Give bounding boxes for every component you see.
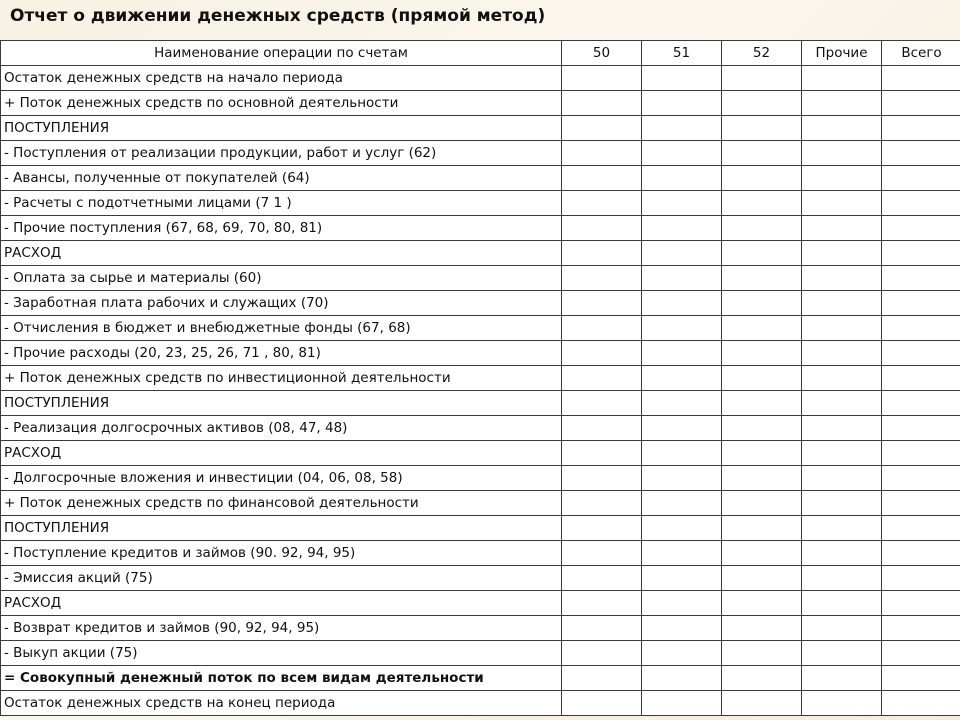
table-row [1,66,960,91]
value-cell [642,566,722,591]
value-cell [642,166,722,191]
value-cell [562,391,642,416]
table-row [1,666,960,691]
row-label: Остаток денежных средств на начало периода [1,66,562,91]
value-cell [882,216,960,241]
row-label: - Поступления от реализации продукции, работ и услуг (62) [1,141,562,166]
row-label: - Реализация долгосрочных активов (08, 47, 48) [1,416,562,441]
value-cell [642,541,722,566]
table-row [1,491,960,516]
value-cell [722,491,802,516]
value-cell [882,241,960,266]
value-cell [882,191,960,216]
row-label: - Авансы, полученные от покупателей (64) [1,166,562,191]
value-cell [882,116,960,141]
table-row [1,341,960,366]
value-cell [802,216,882,241]
value-cell [642,416,722,441]
value-cell [882,91,960,116]
value-cell [882,591,960,616]
value-cell [882,341,960,366]
table-row [1,591,960,616]
value-cell [802,641,882,666]
column-header-52: 52 [722,41,802,66]
value-cell [802,416,882,441]
column-header-operation: Наименование операции по счетам [1,41,562,66]
row-label: - Расчеты с подотчетными лицами (7 1 ) [1,191,562,216]
row-label: - Отчисления в бюджет и внебюджетные фонды (67, 68) [1,316,562,341]
value-cell [722,441,802,466]
value-cell [882,316,960,341]
table-row [1,166,960,191]
value-cell [642,366,722,391]
value-cell [722,291,802,316]
table-row [1,441,960,466]
table-row [1,241,960,266]
value-cell [642,241,722,266]
value-cell [802,466,882,491]
value-cell [722,691,802,716]
value-cell [642,466,722,491]
value-cell [722,416,802,441]
column-header-total: Всего [882,41,960,66]
table-row [1,291,960,316]
value-cell [562,191,642,216]
value-cell [562,91,642,116]
table-row [1,266,960,291]
value-cell [642,616,722,641]
value-cell [722,341,802,366]
row-label: - Заработная плата рабочих и служащих (70) [1,291,562,316]
value-cell [882,641,960,666]
value-cell [882,166,960,191]
value-cell [642,141,722,166]
value-cell [642,91,722,116]
value-cell [802,91,882,116]
table-body [1,66,960,716]
table-row [1,316,960,341]
row-label: + Поток денежных средств по основной деятельности [1,91,562,116]
value-cell [562,441,642,466]
table-row [1,116,960,141]
cash-flow-table [0,40,960,716]
value-cell [722,91,802,116]
value-cell [642,266,722,291]
row-label: РАСХОД [1,241,562,266]
value-cell [562,241,642,266]
row-label: РАСХОД [1,591,562,616]
value-cell [562,616,642,641]
value-cell [642,341,722,366]
value-cell [722,566,802,591]
value-cell [562,291,642,316]
value-cell [562,166,642,191]
table-row [1,566,960,591]
value-cell [562,591,642,616]
value-cell [882,666,960,691]
value-cell [562,66,642,91]
column-header-other: Прочие [802,41,882,66]
value-cell [802,516,882,541]
value-cell [802,691,882,716]
value-cell [722,266,802,291]
table-row [1,191,960,216]
table-row [1,216,960,241]
value-cell [562,266,642,291]
row-label: - Выкуп акции (75) [1,641,562,666]
table-row [1,466,960,491]
row-label: - Прочие расходы (20, 23, 25, 26, 71 , 80, 81) [1,341,562,366]
value-cell [722,191,802,216]
value-cell [642,516,722,541]
value-cell [562,466,642,491]
column-header-50: 50 [562,41,642,66]
value-cell [882,616,960,641]
value-cell [802,166,882,191]
value-cell [882,416,960,441]
value-cell [802,366,882,391]
value-cell [562,541,642,566]
value-cell [562,141,642,166]
value-cell [562,691,642,716]
table-row [1,91,960,116]
value-cell [802,316,882,341]
value-cell [562,316,642,341]
value-cell [882,516,960,541]
value-cell [802,116,882,141]
row-label: Остаток денежных средств на конец периода [1,691,562,716]
value-cell [722,216,802,241]
value-cell [802,491,882,516]
value-cell [562,516,642,541]
table-row [1,541,960,566]
value-cell [562,566,642,591]
row-label: = Совокупный денежный поток по всем видам деятельности [1,666,562,691]
table-row [1,391,960,416]
page-title: Отчет о движении денежных средств (прямой метод) [10,6,546,26]
value-cell [802,441,882,466]
value-cell [562,216,642,241]
value-cell [802,666,882,691]
value-cell [642,291,722,316]
value-cell [562,666,642,691]
value-cell [642,66,722,91]
value-cell [642,216,722,241]
row-label: - Оплата за сырье и материалы (60) [1,266,562,291]
value-cell [722,591,802,616]
value-cell [722,466,802,491]
value-cell [722,666,802,691]
value-cell [802,291,882,316]
value-cell [722,641,802,666]
value-cell [642,441,722,466]
value-cell [642,641,722,666]
row-label: - Эмиссия акций (75) [1,566,562,591]
value-cell [802,591,882,616]
value-cell [722,366,802,391]
value-cell [642,116,722,141]
value-cell [802,616,882,641]
value-cell [882,491,960,516]
value-cell [562,116,642,141]
value-cell [802,541,882,566]
value-cell [882,266,960,291]
row-label: - Поступление кредитов и займов (90. 92, 94, 95) [1,541,562,566]
value-cell [882,441,960,466]
value-cell [642,691,722,716]
value-cell [882,691,960,716]
value-cell [802,191,882,216]
value-cell [722,141,802,166]
value-cell [562,491,642,516]
value-cell [722,166,802,191]
value-cell [642,191,722,216]
value-cell [882,141,960,166]
table-header-row [1,41,960,66]
value-cell [722,616,802,641]
value-cell [802,266,882,291]
value-cell [802,391,882,416]
value-cell [642,391,722,416]
value-cell [882,541,960,566]
value-cell [722,66,802,91]
table-row [1,516,960,541]
row-label: ПОСТУПЛЕНИЯ [1,116,562,141]
table-row [1,616,960,641]
value-cell [562,341,642,366]
column-header-51: 51 [642,41,722,66]
value-cell [722,516,802,541]
value-cell [802,66,882,91]
table-row [1,366,960,391]
row-label: + Поток денежных средств по инвестиционной деятельности [1,366,562,391]
row-label: - Возврат кредитов и займов (90, 92, 94, 95) [1,616,562,641]
value-cell [882,66,960,91]
row-label: + Поток денежных средств по финансовой деятельности [1,491,562,516]
value-cell [802,241,882,266]
value-cell [562,366,642,391]
row-label: РАСХОД [1,441,562,466]
value-cell [642,316,722,341]
value-cell [642,591,722,616]
value-cell [722,391,802,416]
table-row [1,141,960,166]
table-row [1,416,960,441]
row-label: - Долгосрочные вложения и инвестиции (04, 06, 08, 58) [1,466,562,491]
value-cell [882,391,960,416]
row-label: ПОСТУПЛЕНИЯ [1,391,562,416]
value-cell [882,366,960,391]
value-cell [642,666,722,691]
value-cell [722,241,802,266]
value-cell [802,341,882,366]
value-cell [722,541,802,566]
value-cell [562,641,642,666]
table-row [1,641,960,666]
value-cell [882,291,960,316]
value-cell [882,466,960,491]
row-label: ПОСТУПЛЕНИЯ [1,516,562,541]
table-row [1,691,960,716]
value-cell [722,316,802,341]
value-cell [642,491,722,516]
row-label: - Прочие поступления (67, 68, 69, 70, 80, 81) [1,216,562,241]
value-cell [882,566,960,591]
value-cell [722,116,802,141]
value-cell [562,416,642,441]
value-cell [802,141,882,166]
value-cell [802,566,882,591]
